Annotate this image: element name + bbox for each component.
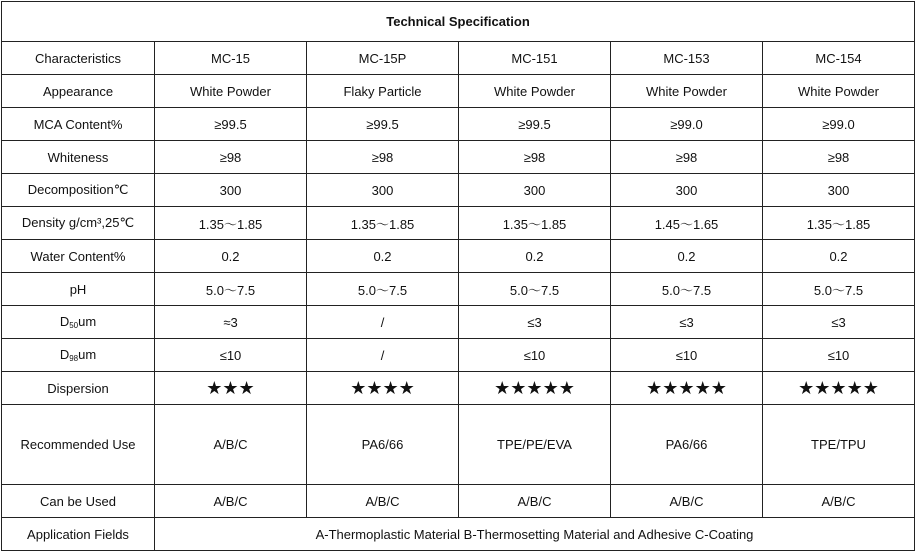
row-label: Application Fields <box>2 518 155 551</box>
cell-value: White Powder <box>763 75 915 108</box>
cell-value: TPE/TPU <box>763 405 915 485</box>
star-rating <box>307 372 459 405</box>
row-label-d50 <box>2 306 155 339</box>
d50-suffix: um <box>78 314 97 329</box>
row-can-be-used <box>2 485 915 518</box>
row-label: Water Content% <box>2 240 155 273</box>
row-mca-content <box>2 108 915 141</box>
star-rating <box>611 372 763 405</box>
cell-value: 0.2 <box>459 240 611 273</box>
model-header: MC-15P <box>307 42 459 75</box>
cell-value: PA6/66 <box>307 405 459 485</box>
d98-suffix: um <box>78 347 97 362</box>
cell-value: A/B/C <box>763 485 915 518</box>
row-recommended-use <box>2 405 915 485</box>
star-rating <box>763 372 915 405</box>
cell-value: ≥99.5 <box>155 108 307 141</box>
cell-value: Flaky Particle <box>307 75 459 108</box>
cell-value: A/B/C <box>155 405 307 485</box>
cell-value: A/B/C <box>459 485 611 518</box>
cell-value: ≥99.0 <box>611 108 763 141</box>
header-label: Characteristics <box>2 42 155 75</box>
cell-value: ≥99.0 <box>763 108 915 141</box>
d98-prefix: D <box>59 347 70 362</box>
row-label: Whiteness <box>2 141 155 174</box>
application-value: A-Thermoplastic Material B-Thermosetting Material and Adhesive C-Coating <box>155 518 915 551</box>
row-decomposition <box>2 174 915 207</box>
cell-value: A/B/C <box>611 485 763 518</box>
star-rating <box>155 372 307 405</box>
cell-value: 1.35～1.85 <box>763 207 915 240</box>
model-header: MC-153 <box>611 42 763 75</box>
cell-value: 5.0～7.5 <box>459 273 611 306</box>
cell-value: ≤10 <box>459 339 611 372</box>
row-application-fields <box>2 518 915 551</box>
cell-value: 5.0～7.5 <box>763 273 915 306</box>
star-icons: ★★★★★ <box>646 378 727 398</box>
cell-value: 0.2 <box>155 240 307 273</box>
cell-value: 300 <box>763 174 915 207</box>
cell-value: 1.35～1.85 <box>307 207 459 240</box>
cell-value: 0.2 <box>307 240 459 273</box>
row-ph <box>2 273 915 306</box>
cell-value: ≥98 <box>611 141 763 174</box>
title-row <box>2 2 915 42</box>
cell-value: 1.35～1.85 <box>155 207 307 240</box>
star-icons: ★★★★★ <box>798 378 879 398</box>
table-title: Technical Specification <box>2 2 915 42</box>
cell-value: ≥99.5 <box>307 108 459 141</box>
cell-value: White Powder <box>155 75 307 108</box>
cell-value: ≥98 <box>763 141 915 174</box>
cell-value: ≥99.5 <box>459 108 611 141</box>
cell-value: 5.0～7.5 <box>155 273 307 306</box>
row-label: MCA Content% <box>2 108 155 141</box>
cell-value: PA6/66 <box>611 405 763 485</box>
cell-value: / <box>307 339 459 372</box>
model-header: MC-15 <box>155 42 307 75</box>
row-whiteness <box>2 141 915 174</box>
cell-value: ≤10 <box>155 339 307 372</box>
cell-value: ≤3 <box>611 306 763 339</box>
cell-value: 0.2 <box>763 240 915 273</box>
cell-value: White Powder <box>459 75 611 108</box>
header-row <box>2 42 915 75</box>
cell-value: 300 <box>307 174 459 207</box>
cell-value: A/B/C <box>155 485 307 518</box>
row-d98 <box>2 339 915 372</box>
cell-value: 300 <box>155 174 307 207</box>
star-icons: ★★★★ <box>350 378 415 398</box>
d50-subscript: 50 <box>69 321 79 330</box>
cell-value: ≤10 <box>763 339 915 372</box>
cell-value: ≈3 <box>155 306 307 339</box>
model-header: MC-154 <box>763 42 915 75</box>
row-appearance <box>2 75 915 108</box>
cell-value: ≤3 <box>763 306 915 339</box>
star-icons: ★★★★★ <box>494 378 575 398</box>
row-label-d98 <box>2 339 155 372</box>
cell-value: 1.45～1.65 <box>611 207 763 240</box>
cell-value: ≤3 <box>459 306 611 339</box>
cell-value: A/B/C <box>307 485 459 518</box>
cell-value: ≥98 <box>459 141 611 174</box>
cell-value: ≥98 <box>307 141 459 174</box>
row-density <box>2 207 915 240</box>
d50-prefix: D <box>59 314 70 329</box>
spec-table <box>1 1 915 551</box>
cell-value: / <box>307 306 459 339</box>
cell-value: ≥98 <box>155 141 307 174</box>
d98-subscript: 98 <box>69 354 79 363</box>
cell-value: 5.0～7.5 <box>307 273 459 306</box>
row-d50 <box>2 306 915 339</box>
cell-value: 300 <box>459 174 611 207</box>
cell-value: 0.2 <box>611 240 763 273</box>
cell-value: White Powder <box>611 75 763 108</box>
cell-value: 5.0～7.5 <box>611 273 763 306</box>
row-label: pH <box>2 273 155 306</box>
row-label: Can be Used <box>2 485 155 518</box>
row-label: Dispersion <box>2 372 155 405</box>
row-label: Appearance <box>2 75 155 108</box>
cell-value: TPE/PE/EVA <box>459 405 611 485</box>
model-header: MC-151 <box>459 42 611 75</box>
row-dispersion <box>2 372 915 405</box>
star-icons: ★★★ <box>206 378 255 398</box>
row-label: Density g/cm³,25℃ <box>2 207 155 240</box>
cell-value: 300 <box>611 174 763 207</box>
cell-value: ≤10 <box>611 339 763 372</box>
row-label: Decomposition℃ <box>2 174 155 207</box>
row-water-content <box>2 240 915 273</box>
cell-value: 1.35～1.85 <box>459 207 611 240</box>
star-rating <box>459 372 611 405</box>
row-label: Recommended Use <box>2 405 155 485</box>
